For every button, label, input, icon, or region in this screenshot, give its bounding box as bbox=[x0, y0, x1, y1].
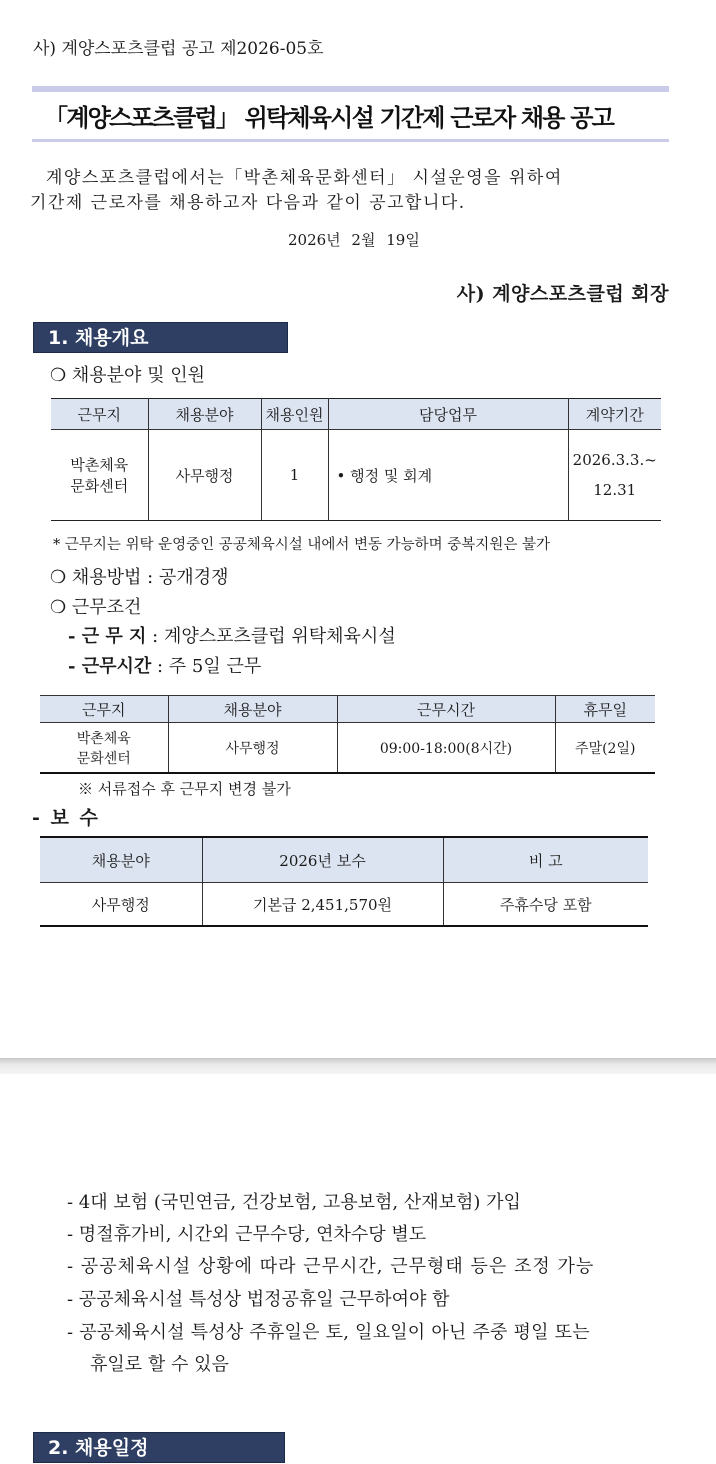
cell-field: 사무행정 bbox=[40, 883, 202, 927]
th-field: 채용분야 bbox=[40, 837, 202, 883]
benefit-item: - 명절휴가비, 시간외 근무수당, 연차수당 별도 bbox=[67, 1224, 427, 1245]
table-row bbox=[40, 883, 648, 927]
intro-line-1: 계양스포츠클럽에서는「박촌체육문화센터」 시설운영을 위하여 bbox=[46, 168, 563, 188]
field-heading: ❍ 채용분야 및 인원 bbox=[50, 365, 206, 386]
th-duty: 담당업무 bbox=[328, 399, 568, 430]
table-header-row bbox=[40, 696, 655, 723]
benefit-item: - 4대 보험 (국민연금, 건강보험, 고용보험, 산재보험) 가입 bbox=[67, 1192, 521, 1213]
title-top-rule bbox=[32, 86, 669, 92]
cell-count: 1 bbox=[261, 430, 328, 521]
condition-hours bbox=[68, 652, 261, 678]
th-remark: 비 고 bbox=[443, 837, 648, 883]
cell-hours: 09:00-18:00(8시간) bbox=[337, 723, 555, 774]
cell-place: 박촌체육 문화센터 bbox=[40, 723, 168, 774]
pay-table bbox=[40, 836, 648, 927]
th-place: 근무지 bbox=[40, 696, 168, 723]
table-header-row bbox=[40, 837, 648, 883]
recruitment-table bbox=[51, 398, 661, 521]
th-count: 채용인원 bbox=[261, 399, 328, 430]
benefit-item-continued: 휴일로 할 수 있음 bbox=[90, 1354, 229, 1375]
condition-hours-label: - 근무시간 bbox=[68, 656, 152, 677]
cell-place: 박촌체육 문화센터 bbox=[51, 430, 148, 521]
th-place: 근무지 bbox=[51, 399, 148, 430]
cell-duty: • 행정 및 회계 bbox=[328, 430, 568, 521]
th-period: 계약기간 bbox=[568, 399, 661, 430]
condition-hours-value: : 주 5일 근무 bbox=[151, 656, 262, 677]
cell-remark: 주휴수당 포함 bbox=[443, 883, 648, 927]
work-hours-table bbox=[40, 695, 655, 774]
th-field: 채용분야 bbox=[168, 696, 337, 723]
cell-period: 2026.3.3.~ 12.31 bbox=[568, 430, 661, 521]
section-2-heading: 2. 채용일정 bbox=[33, 1432, 285, 1463]
section-1-heading: 1. 채용개요 bbox=[33, 322, 288, 353]
workplace-note: * 근무지는 위탁 운영중인 공공체육시설 내에서 변동 가능하며 중복지원은 불가 bbox=[53, 537, 550, 553]
condition-workplace bbox=[68, 622, 396, 648]
cell-off: 주말(2일) bbox=[555, 723, 655, 774]
page-break-divider bbox=[0, 1058, 716, 1074]
hiring-method: ❍ 채용방법 : 공개경쟁 bbox=[50, 567, 229, 588]
pay-heading: - 보 수 bbox=[32, 807, 100, 829]
th-off: 휴무일 bbox=[555, 696, 655, 723]
benefit-item: - 공공체육시설 상황에 따라 근무시간, 근무형태 등은 조정 가능 bbox=[67, 1256, 595, 1277]
cell-field: 사무행정 bbox=[168, 723, 337, 774]
table-row bbox=[51, 430, 661, 521]
th-field: 채용분야 bbox=[148, 399, 261, 430]
condition-workplace-value: : 계양스포츠클럽 위탁체육시설 bbox=[146, 626, 396, 647]
document-title: 「계양스포츠클럽」 위탁체육시설 기간제 근로자 채용 공고 bbox=[44, 104, 614, 132]
notice-number: 사) 계양스포츠클럽 공고 제2026-05호 bbox=[33, 39, 324, 59]
th-pay: 2026년 보수 bbox=[202, 837, 443, 883]
title-bottom-rule bbox=[32, 139, 669, 142]
cell-pay: 기본급 2,451,570원 bbox=[202, 883, 443, 927]
th-hours: 근무시간 bbox=[337, 696, 555, 723]
benefit-item: - 공공체육시설 특성상 법정공휴일 근무하여야 함 bbox=[67, 1289, 450, 1310]
benefit-item: - 공공체육시설 특성상 주휴일은 토, 일요일이 아닌 주중 평일 또는 bbox=[67, 1322, 590, 1343]
work-conditions-heading: ❍ 근무조건 bbox=[50, 597, 142, 618]
table-row bbox=[40, 723, 655, 774]
notice-date: 2026년 2월 19일 bbox=[288, 231, 420, 249]
condition-workplace-label: - 근 무 지 bbox=[68, 626, 147, 647]
intro-paragraph bbox=[30, 166, 563, 216]
workplace-change-note: ※ 서류접수 후 근무지 변경 불가 bbox=[78, 780, 291, 798]
intro-line-2: 기간제 근로자를 채용하고자 다음과 같이 공고합니다. bbox=[30, 193, 466, 213]
signer: 사) 계양스포츠클럽 회장 bbox=[456, 283, 669, 305]
table-header-row bbox=[51, 399, 661, 430]
cell-field: 사무행정 bbox=[148, 430, 261, 521]
